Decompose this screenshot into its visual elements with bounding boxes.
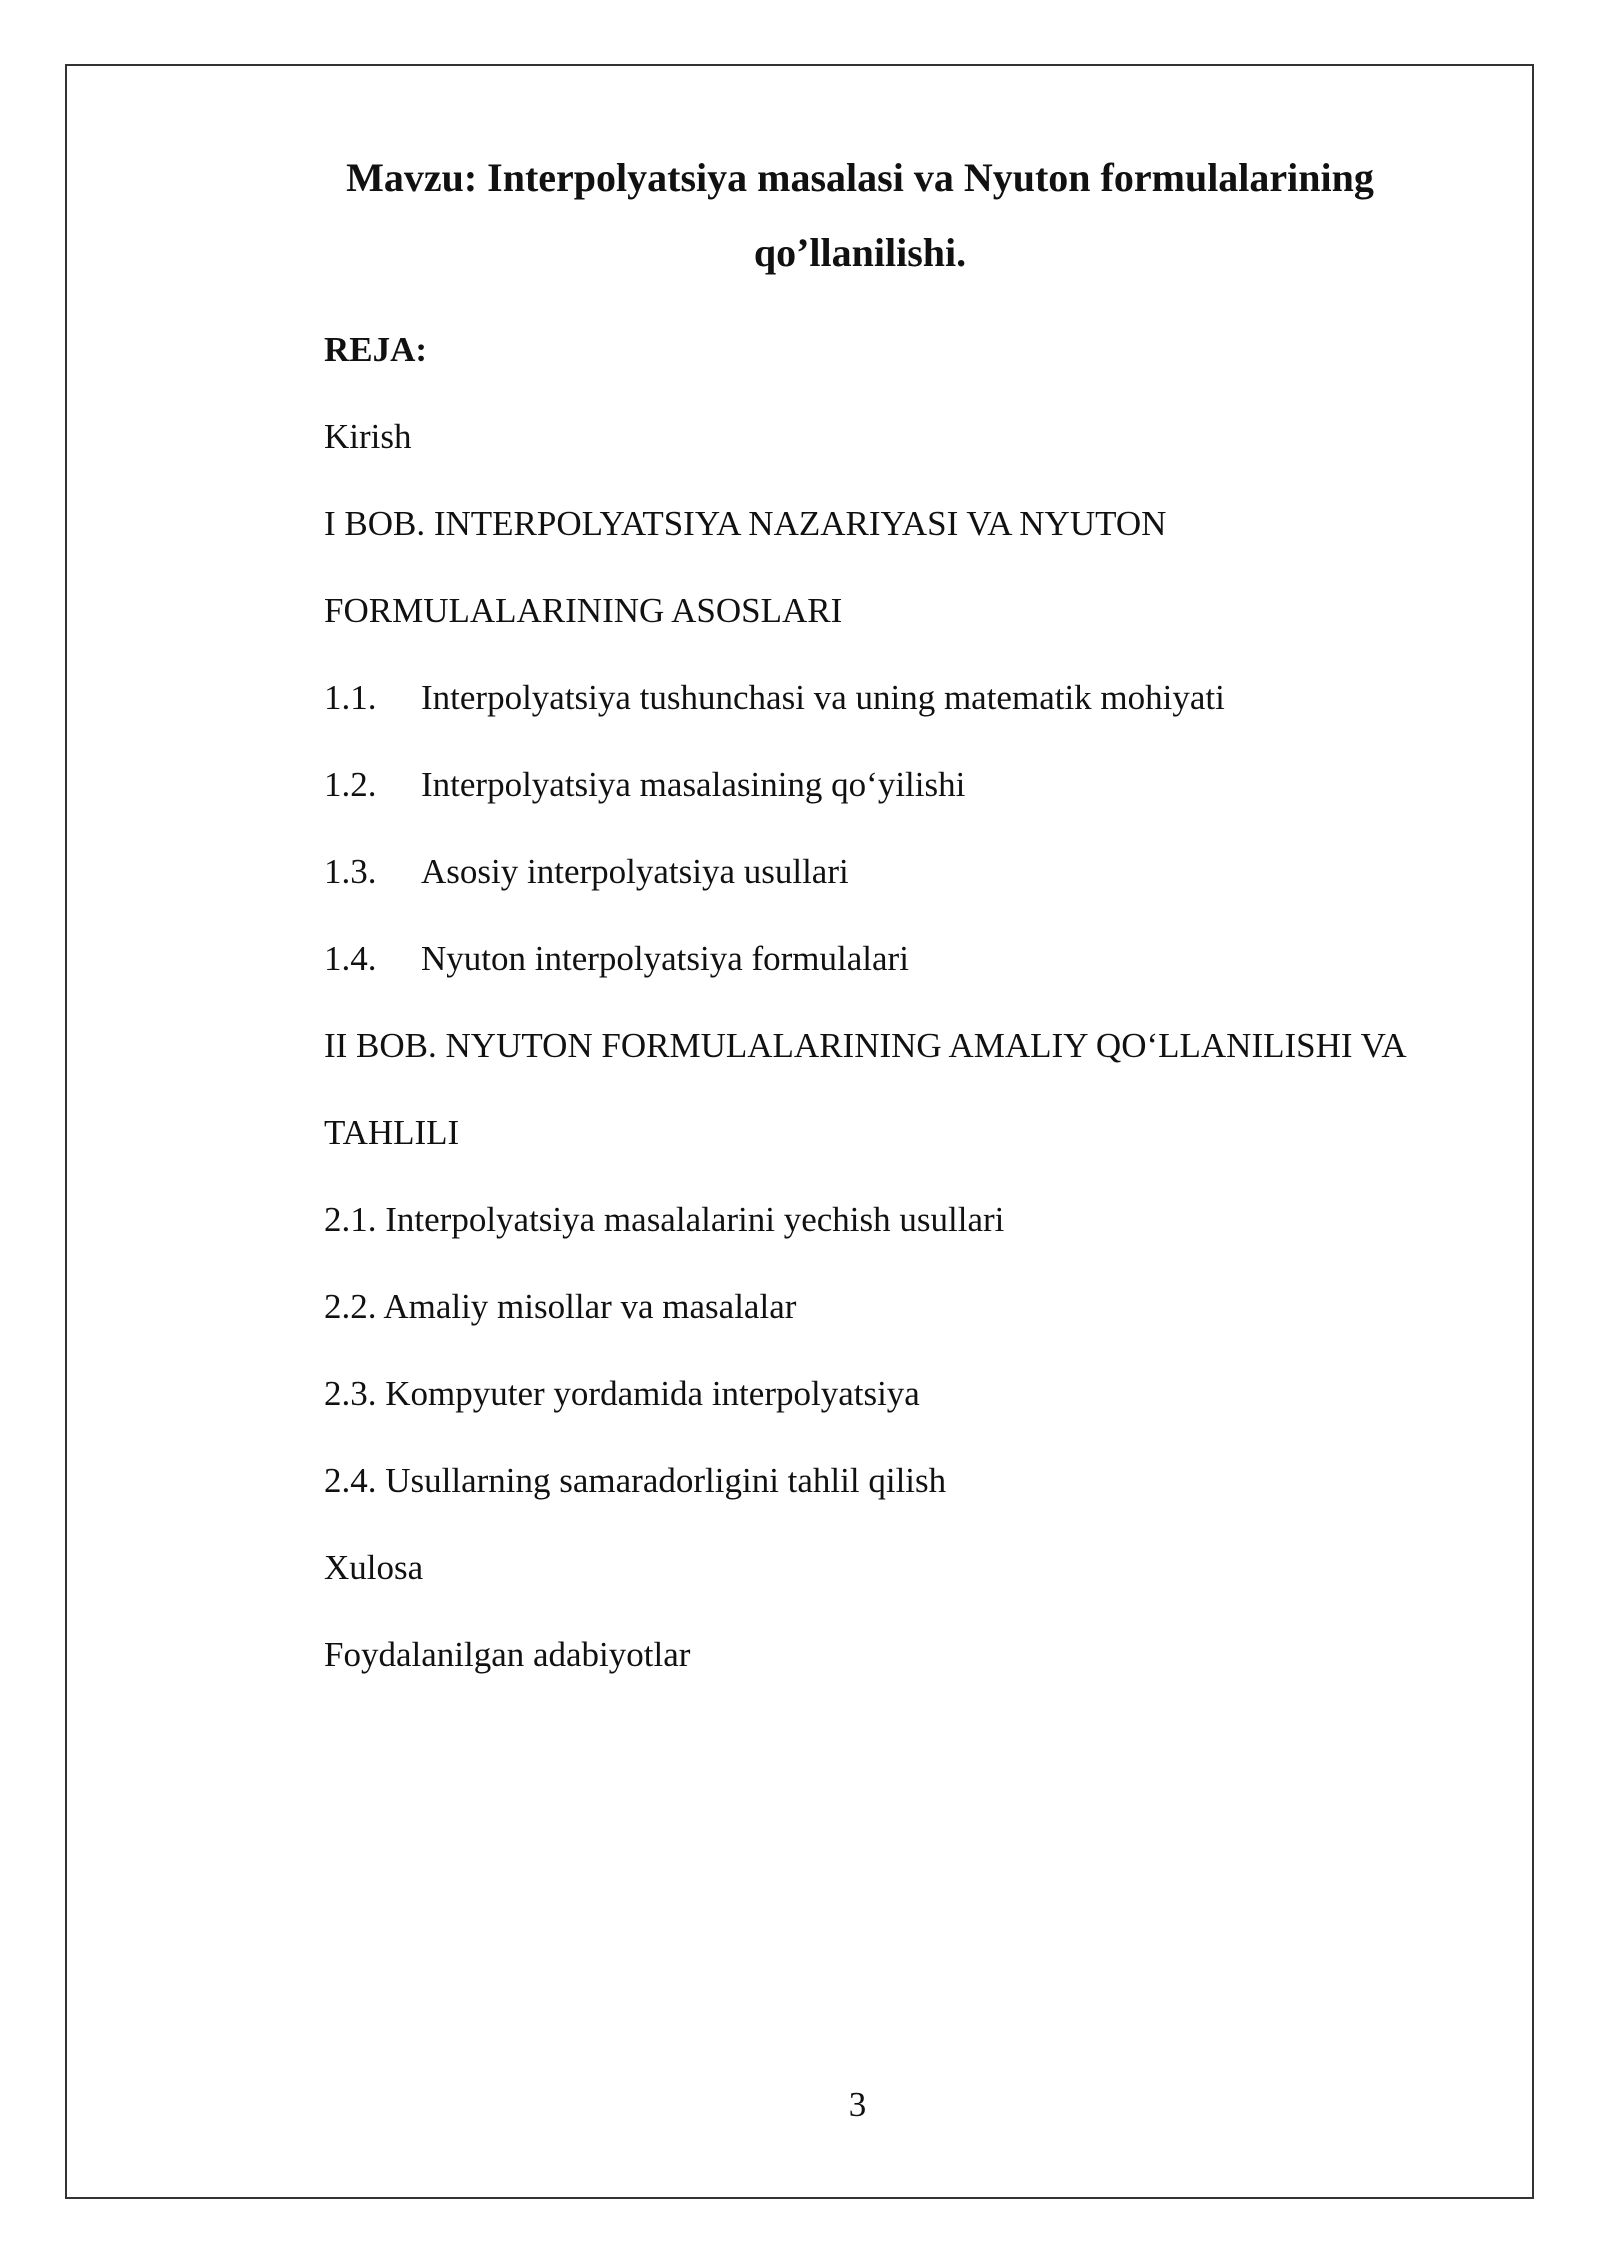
- page-frame: [65, 64, 1534, 2199]
- toc-references: Foydalanilgan adabiyotlar: [324, 1635, 691, 1674]
- plan-heading: REJA:: [324, 330, 428, 369]
- document-title: [200, 140, 1520, 290]
- section-number: 1.3.: [324, 852, 377, 891]
- toc-section-2-4: 2.4. Usullarning samaradorligini tahlil qilish: [324, 1461, 947, 1500]
- section-title: Interpolyatsiya tushunchasi va uning matematik mohiyati: [421, 678, 1225, 717]
- toc-chapter-1-line-1: I BOB. INTERPOLYATSIYA NAZARIYASI VA NYUTON: [324, 504, 1167, 543]
- toc-chapter-2-line-1: II BOB. NYUTON FORMULALARINING AMALIY QO‘LLANILISHI VA: [324, 1026, 1407, 1065]
- toc-section-2-3: 2.3. Kompyuter yordamida interpolyatsiya: [324, 1374, 920, 1413]
- section-number: 1.1.: [324, 678, 377, 717]
- page-number: 3: [848, 2085, 867, 2124]
- toc-section-2-2: 2.2. Amaliy misollar va masalalar: [324, 1287, 797, 1326]
- title-line-2: qo’llanilishi.: [753, 230, 967, 275]
- toc-intro: Kirish: [324, 417, 412, 456]
- section-number: 1.2.: [324, 765, 377, 804]
- toc-chapter-2-line-2: TAHLILI: [324, 1113, 460, 1152]
- toc-section-1-3: [324, 852, 849, 892]
- section-title: Nyuton interpolyatsiya formulalari: [421, 939, 909, 978]
- toc-chapter-1-line-2: FORMULALARINING ASOSLARI: [324, 591, 843, 630]
- section-title: Asosiy interpolyatsiya usullari: [421, 852, 849, 891]
- toc-section-1-1: [324, 678, 1225, 718]
- toc-conclusion: Xulosa: [324, 1548, 424, 1587]
- toc-section-1-2: [324, 765, 965, 805]
- toc-section-2-1: 2.1. Interpolyatsiya masalalarini yechish usullari: [324, 1200, 1005, 1239]
- section-number: 1.4.: [324, 939, 377, 978]
- title-line-1: Mavzu: Interpolyatsiya masalasi va Nyuton formulalarining: [346, 155, 1374, 200]
- toc-section-1-4: [324, 939, 909, 979]
- section-title: Interpolyatsiya masalasining qo‘yilishi: [421, 765, 966, 804]
